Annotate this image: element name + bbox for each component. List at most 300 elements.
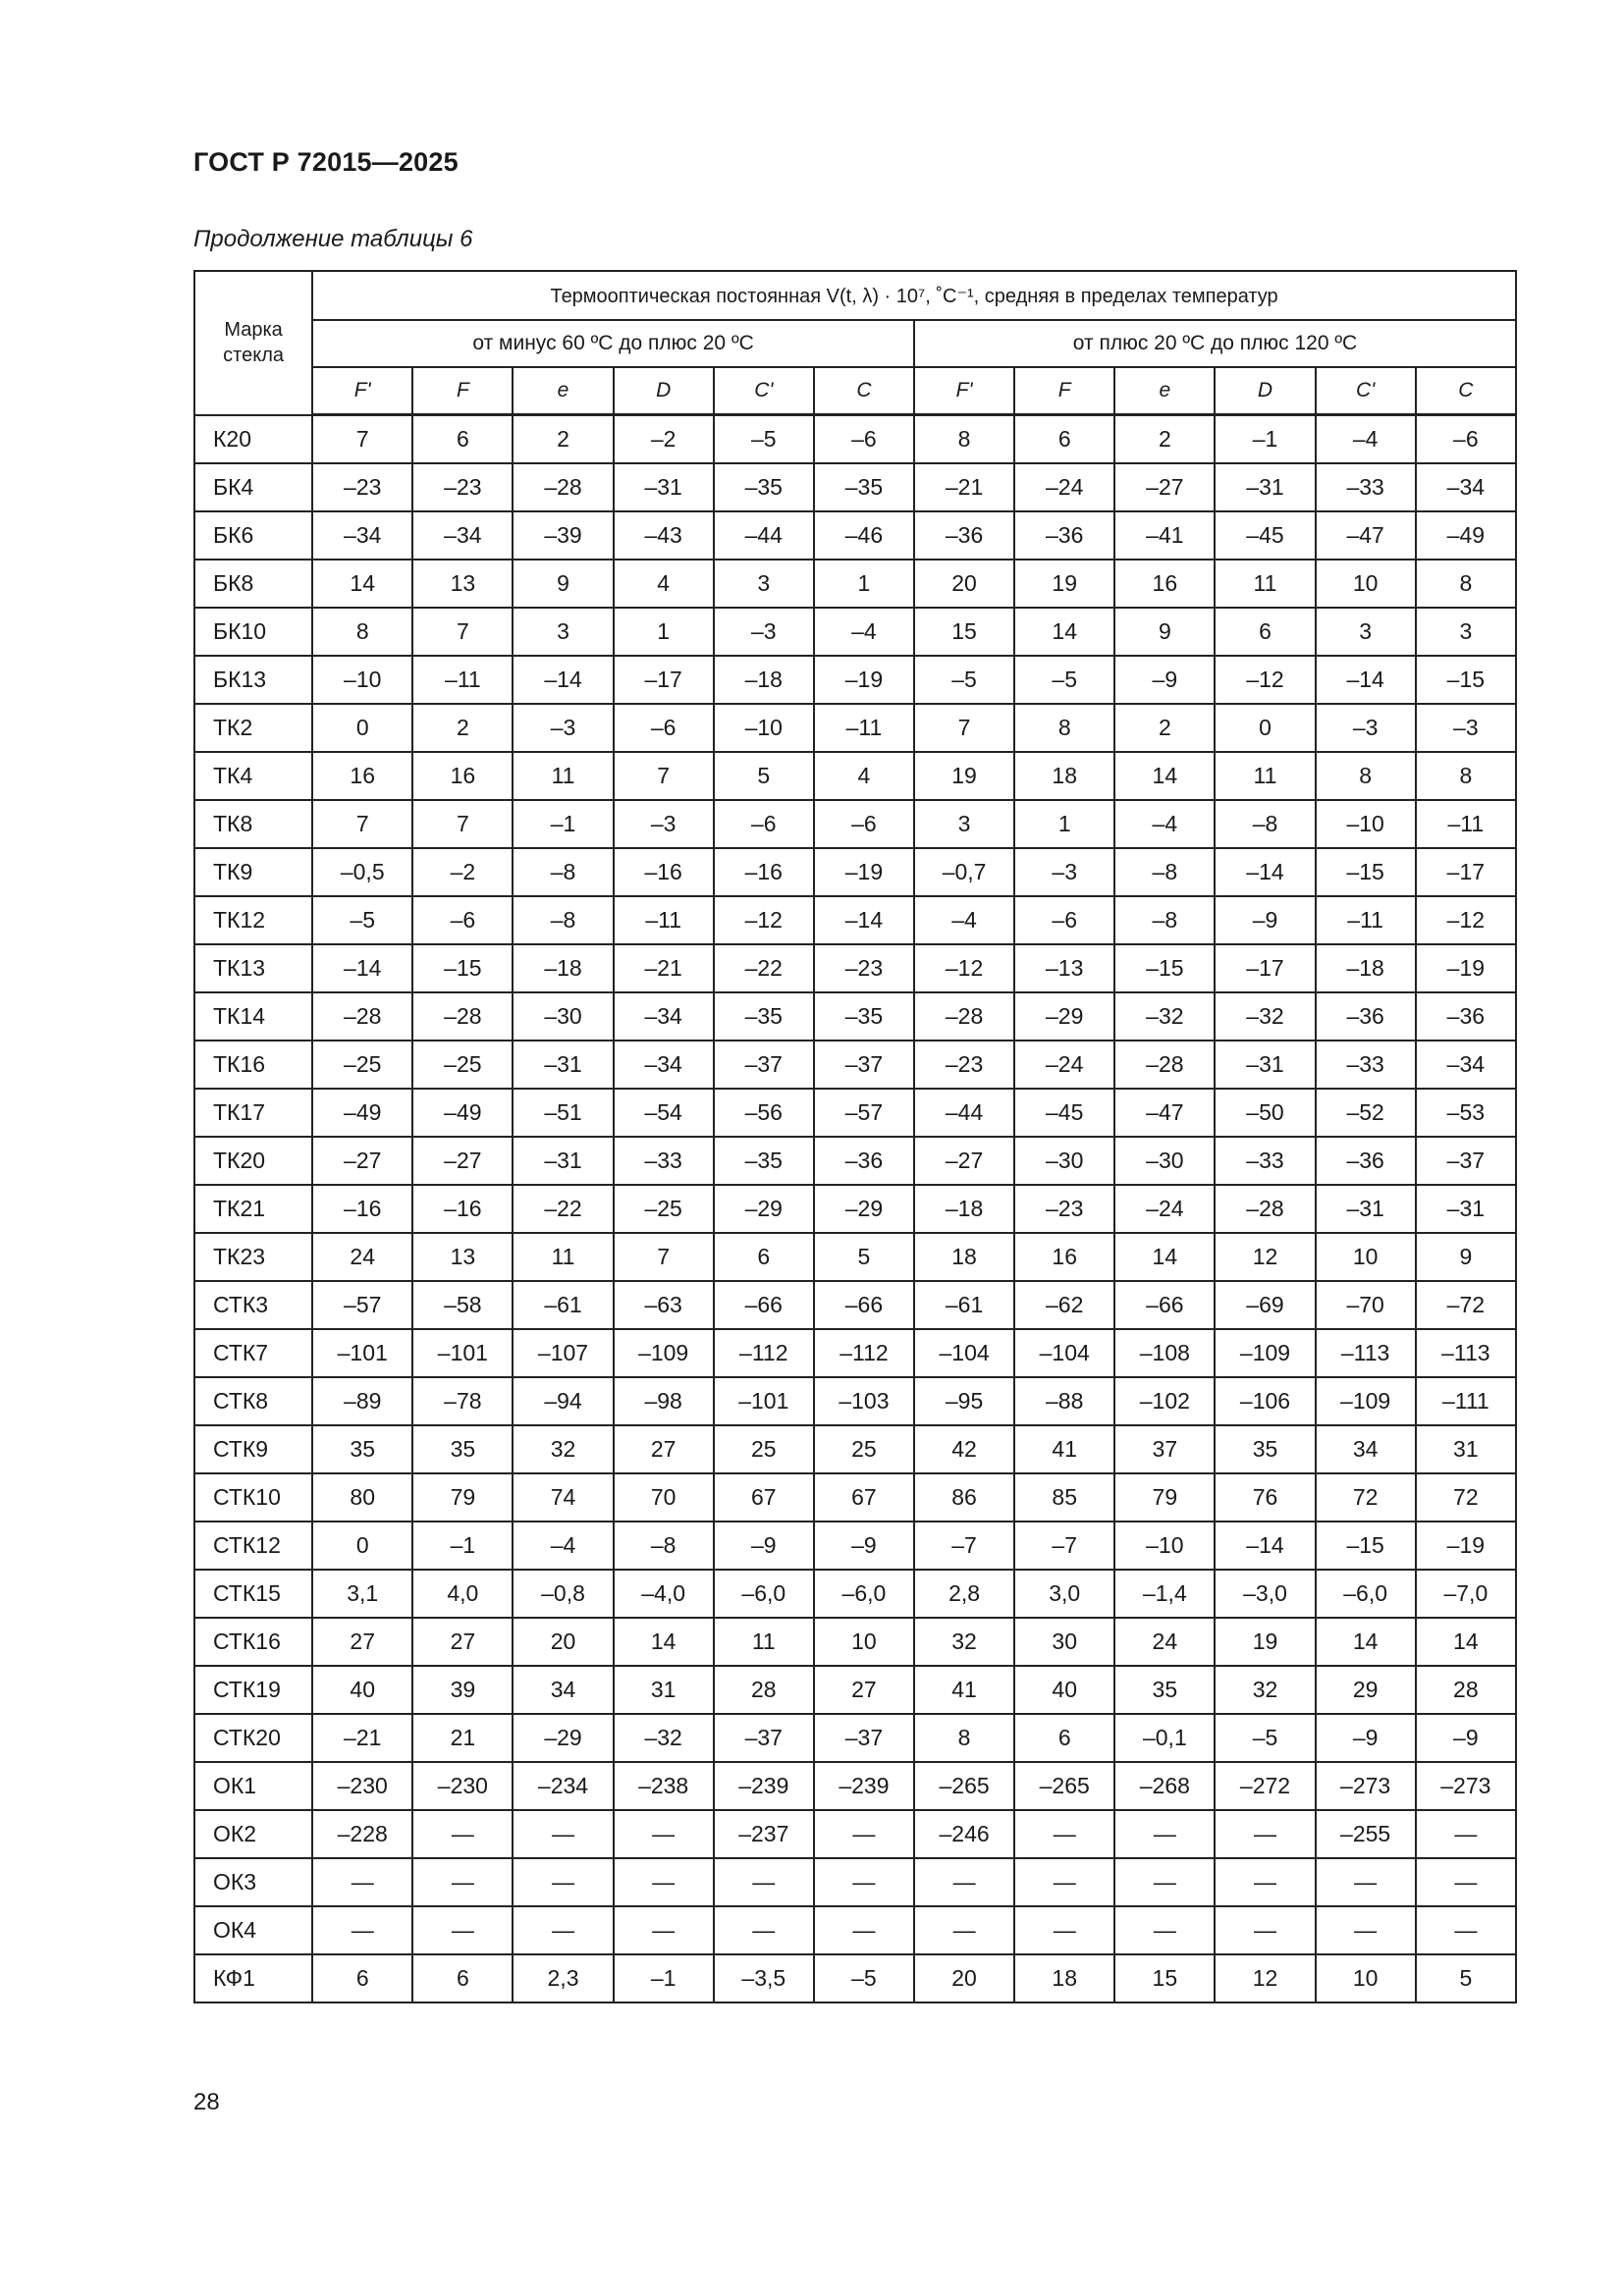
value-cell: 40 — [312, 1666, 412, 1714]
value-cell: 74 — [513, 1473, 613, 1522]
line-header-cell: F — [1014, 367, 1114, 415]
value-cell: 15 — [1114, 1954, 1215, 2002]
value-cell: –7 — [914, 1522, 1014, 1570]
value-cell: –89 — [312, 1377, 412, 1425]
value-cell: 86 — [914, 1473, 1014, 1522]
value-cell: — — [1416, 1858, 1516, 1906]
value-cell: 1 — [614, 608, 714, 656]
value-cell: 28 — [714, 1666, 814, 1714]
value-cell: 19 — [914, 752, 1014, 800]
value-cell: –28 — [1215, 1185, 1315, 1233]
value-cell: –4 — [1114, 800, 1215, 848]
value-cell: –103 — [814, 1377, 914, 1425]
value-cell: –56 — [714, 1089, 814, 1137]
value-cell: 6 — [1014, 415, 1114, 464]
table-row — [194, 896, 1516, 944]
value-cell: –28 — [1114, 1041, 1215, 1089]
value-cell: 79 — [412, 1473, 513, 1522]
value-cell: — — [614, 1906, 714, 1954]
value-cell: 14 — [1114, 1233, 1215, 1281]
value-cell: –31 — [1316, 1185, 1416, 1233]
value-cell: 7 — [614, 1233, 714, 1281]
value-cell: — — [814, 1858, 914, 1906]
value-cell: 2 — [1114, 415, 1215, 464]
value-cell: 2 — [513, 415, 613, 464]
value-cell: — — [1114, 1810, 1215, 1858]
value-cell: 72 — [1316, 1473, 1416, 1522]
value-cell: 20 — [914, 1954, 1014, 2002]
value-cell: 2 — [412, 704, 513, 752]
table-row — [194, 848, 1516, 896]
value-cell: –31 — [1416, 1185, 1516, 1233]
value-cell: 10 — [1316, 560, 1416, 608]
value-cell: –6 — [412, 896, 513, 944]
glass-brand-cell: СТК19 — [194, 1666, 312, 1714]
value-cell: –8 — [513, 896, 613, 944]
table-row — [194, 1233, 1516, 1281]
glass-brand-cell: ТК4 — [194, 752, 312, 800]
value-cell: 14 — [1316, 1618, 1416, 1666]
value-cell: –9 — [814, 1522, 914, 1570]
glass-brand-cell: ТК13 — [194, 944, 312, 992]
value-cell: –95 — [914, 1377, 1014, 1425]
value-cell: –31 — [513, 1137, 613, 1185]
value-cell: –239 — [814, 1762, 914, 1810]
value-cell: –25 — [614, 1185, 714, 1233]
value-cell: 16 — [1014, 1233, 1114, 1281]
value-cell: –272 — [1215, 1762, 1315, 1810]
value-cell: –36 — [1316, 992, 1416, 1041]
table-row — [194, 1089, 1516, 1137]
table-row — [194, 1762, 1516, 1810]
value-cell: — — [1014, 1858, 1114, 1906]
value-cell: 41 — [1014, 1425, 1114, 1473]
value-cell: — — [1416, 1906, 1516, 1954]
value-cell: –66 — [714, 1281, 814, 1329]
value-cell: –19 — [814, 656, 914, 704]
value-cell: — — [1114, 1906, 1215, 1954]
value-cell: –37 — [714, 1714, 814, 1762]
value-cell: 19 — [1215, 1618, 1315, 1666]
value-cell: –27 — [1114, 463, 1215, 511]
glass-brand-cell: КФ1 — [194, 1954, 312, 2002]
value-cell: 8 — [1316, 752, 1416, 800]
value-cell: –112 — [814, 1329, 914, 1377]
value-cell: –36 — [1316, 1137, 1416, 1185]
value-cell: 4 — [814, 752, 914, 800]
value-cell: –2 — [614, 415, 714, 464]
value-cell: 11 — [1215, 752, 1315, 800]
value-cell: –23 — [914, 1041, 1014, 1089]
table-row — [194, 656, 1516, 704]
value-cell: –265 — [1014, 1762, 1114, 1810]
value-cell: 7 — [914, 704, 1014, 752]
value-cell: 5 — [1416, 1954, 1516, 2002]
value-cell: –41 — [1114, 511, 1215, 560]
value-cell: –5 — [1215, 1714, 1315, 1762]
value-cell: –3 — [1416, 704, 1516, 752]
value-cell: –238 — [614, 1762, 714, 1810]
value-cell: –28 — [412, 992, 513, 1041]
value-cell: –39 — [513, 511, 613, 560]
value-cell: –98 — [614, 1377, 714, 1425]
line-header-cell: F' — [914, 367, 1014, 415]
value-cell: –22 — [714, 944, 814, 992]
value-cell: 15 — [914, 608, 1014, 656]
line-header-cell: D — [614, 367, 714, 415]
value-cell: — — [1215, 1810, 1315, 1858]
table-row — [194, 992, 1516, 1041]
table-row — [194, 1185, 1516, 1233]
value-cell: 1 — [1014, 800, 1114, 848]
value-cell: 80 — [312, 1473, 412, 1522]
value-cell: 18 — [1014, 752, 1114, 800]
value-cell: — — [1215, 1858, 1315, 1906]
value-cell: 31 — [1416, 1425, 1516, 1473]
value-cell: –6 — [614, 704, 714, 752]
value-cell: — — [312, 1858, 412, 1906]
value-cell: –109 — [1215, 1329, 1315, 1377]
value-cell: –31 — [614, 463, 714, 511]
value-cell: –6 — [814, 800, 914, 848]
value-cell: 3,1 — [312, 1570, 412, 1618]
glass-brand-cell: ТК2 — [194, 704, 312, 752]
value-cell: 11 — [513, 1233, 613, 1281]
value-cell: –108 — [1114, 1329, 1215, 1377]
brand-column-header: Марка стекла — [194, 271, 312, 415]
value-cell: 6 — [1215, 608, 1315, 656]
table-row — [194, 608, 1516, 656]
value-cell: –45 — [1215, 511, 1315, 560]
table-row — [194, 752, 1516, 800]
value-cell: –14 — [1316, 656, 1416, 704]
value-cell: –102 — [1114, 1377, 1215, 1425]
value-cell: –24 — [1014, 1041, 1114, 1089]
value-cell: –15 — [1316, 848, 1416, 896]
value-cell: –32 — [1215, 992, 1315, 1041]
value-cell: 10 — [814, 1618, 914, 1666]
value-cell: –29 — [1014, 992, 1114, 1041]
value-cell: –25 — [412, 1041, 513, 1089]
value-cell: 20 — [914, 560, 1014, 608]
value-cell: — — [1316, 1906, 1416, 1954]
glass-brand-cell: ТК21 — [194, 1185, 312, 1233]
value-cell: –19 — [1416, 1522, 1516, 1570]
page-number: 28 — [193, 2089, 220, 2115]
glass-brand-cell: БК13 — [194, 656, 312, 704]
value-cell: –15 — [1416, 656, 1516, 704]
value-cell: –27 — [412, 1137, 513, 1185]
value-cell: 8 — [914, 415, 1014, 464]
value-cell: 34 — [1316, 1425, 1416, 1473]
table-row — [194, 1618, 1516, 1666]
value-cell: –14 — [1215, 848, 1315, 896]
value-cell: –9 — [714, 1522, 814, 1570]
value-cell: 1 — [814, 560, 914, 608]
value-cell: –14 — [513, 656, 613, 704]
value-cell: –228 — [312, 1810, 412, 1858]
glass-brand-cell: БК10 — [194, 608, 312, 656]
value-cell: –16 — [312, 1185, 412, 1233]
value-cell: –28 — [312, 992, 412, 1041]
value-cell: 14 — [1114, 752, 1215, 800]
value-cell: 7 — [412, 800, 513, 848]
value-cell: –9 — [1416, 1714, 1516, 1762]
value-cell: –34 — [614, 992, 714, 1041]
value-cell: 5 — [814, 1233, 914, 1281]
value-cell: 0 — [1215, 704, 1315, 752]
value-cell: –45 — [1014, 1089, 1114, 1137]
value-cell: –230 — [312, 1762, 412, 1810]
value-cell: 4,0 — [412, 1570, 513, 1618]
value-cell: 7 — [312, 800, 412, 848]
value-cell: –3 — [714, 608, 814, 656]
value-cell: –101 — [312, 1329, 412, 1377]
main-column-header: Термооптическая постоянная V(t, λ) · 10⁷, ˚C⁻¹, средняя в пределах температур — [312, 271, 1516, 320]
value-cell: 8 — [1416, 752, 1516, 800]
value-cell: 3 — [914, 800, 1014, 848]
value-cell: –66 — [814, 1281, 914, 1329]
value-cell: –69 — [1215, 1281, 1315, 1329]
value-cell: –49 — [412, 1089, 513, 1137]
line-header-cell: D — [1215, 367, 1315, 415]
glass-brand-cell: ОК1 — [194, 1762, 312, 1810]
value-cell: –24 — [1014, 463, 1114, 511]
value-cell: –61 — [914, 1281, 1014, 1329]
value-cell: –18 — [714, 656, 814, 704]
value-cell: –8 — [1215, 800, 1315, 848]
value-cell: — — [412, 1858, 513, 1906]
value-cell: –27 — [312, 1137, 412, 1185]
value-cell: 19 — [1014, 560, 1114, 608]
value-cell: 32 — [914, 1618, 1014, 1666]
value-cell: –44 — [714, 511, 814, 560]
glass-brand-cell: ОК2 — [194, 1810, 312, 1858]
value-cell: –19 — [814, 848, 914, 896]
glass-brand-cell: ТК23 — [194, 1233, 312, 1281]
glass-brand-cell: СТК15 — [194, 1570, 312, 1618]
value-cell: –29 — [814, 1185, 914, 1233]
value-cell: –4,0 — [614, 1570, 714, 1618]
value-cell: –14 — [814, 896, 914, 944]
value-cell: –0,5 — [312, 848, 412, 896]
value-cell: –7,0 — [1416, 1570, 1516, 1618]
value-cell: –52 — [1316, 1089, 1416, 1137]
glass-brand-cell: ТК9 — [194, 848, 312, 896]
value-cell: 32 — [1215, 1666, 1315, 1714]
value-cell: –57 — [814, 1089, 914, 1137]
table-row — [194, 1425, 1516, 1473]
value-cell: –23 — [814, 944, 914, 992]
value-cell: –51 — [513, 1089, 613, 1137]
value-cell: 9 — [1416, 1233, 1516, 1281]
value-cell: 3 — [1416, 608, 1516, 656]
spectral-line-header-row — [194, 367, 1516, 415]
value-cell: –31 — [1215, 463, 1315, 511]
value-cell: –265 — [914, 1762, 1014, 1810]
value-cell: –6 — [1014, 896, 1114, 944]
value-cell: –34 — [412, 511, 513, 560]
table-row — [194, 1522, 1516, 1570]
value-cell: –35 — [714, 1137, 814, 1185]
value-cell: –101 — [714, 1377, 814, 1425]
value-cell: –17 — [1416, 848, 1516, 896]
value-cell: –4 — [914, 896, 1014, 944]
value-cell: –16 — [614, 848, 714, 896]
value-cell: –34 — [312, 511, 412, 560]
value-cell: 7 — [614, 752, 714, 800]
value-cell: –5 — [714, 415, 814, 464]
value-cell: –70 — [1316, 1281, 1416, 1329]
glass-brand-cell: СТК12 — [194, 1522, 312, 1570]
value-cell: 11 — [513, 752, 613, 800]
value-cell: –10 — [1316, 800, 1416, 848]
value-cell: –7 — [1014, 1522, 1114, 1570]
value-cell: –12 — [1416, 896, 1516, 944]
value-cell: –4 — [1316, 415, 1416, 464]
value-cell: –12 — [714, 896, 814, 944]
value-cell: 42 — [914, 1425, 1014, 1473]
value-cell: –255 — [1316, 1810, 1416, 1858]
value-cell: 6 — [412, 415, 513, 464]
value-cell: — — [914, 1858, 1014, 1906]
value-cell: –0,7 — [914, 848, 1014, 896]
value-cell: — — [1014, 1906, 1114, 1954]
value-cell: –1 — [1215, 415, 1315, 464]
value-cell: –72 — [1416, 1281, 1516, 1329]
value-cell: 18 — [914, 1233, 1014, 1281]
value-cell: –33 — [1215, 1137, 1315, 1185]
value-cell: 40 — [1014, 1666, 1114, 1714]
line-header-cell: e — [513, 367, 613, 415]
value-cell: –113 — [1416, 1329, 1516, 1377]
value-cell: –246 — [914, 1810, 1014, 1858]
table-row — [194, 560, 1516, 608]
value-cell: –29 — [714, 1185, 814, 1233]
value-cell: 9 — [1114, 608, 1215, 656]
value-cell: 27 — [614, 1425, 714, 1473]
value-cell: –1,4 — [1114, 1570, 1215, 1618]
value-cell: –66 — [1114, 1281, 1215, 1329]
value-cell: –37 — [814, 1041, 914, 1089]
value-cell: — — [914, 1906, 1014, 1954]
value-cell: 11 — [1215, 560, 1315, 608]
value-cell: –104 — [914, 1329, 1014, 1377]
value-cell: –29 — [513, 1714, 613, 1762]
value-cell: –37 — [814, 1714, 914, 1762]
value-cell: 8 — [312, 608, 412, 656]
value-cell: 2 — [1114, 704, 1215, 752]
value-cell: –47 — [1114, 1089, 1215, 1137]
line-header-cell: e — [1114, 367, 1215, 415]
value-cell: –46 — [814, 511, 914, 560]
value-cell: 14 — [312, 560, 412, 608]
value-cell: –273 — [1316, 1762, 1416, 1810]
value-cell: 16 — [412, 752, 513, 800]
value-cell: — — [1014, 1810, 1114, 1858]
value-cell: 6 — [312, 1954, 412, 2002]
value-cell: –35 — [714, 463, 814, 511]
table-row — [194, 1377, 1516, 1425]
value-cell: –230 — [412, 1762, 513, 1810]
value-cell: –58 — [412, 1281, 513, 1329]
value-cell: — — [1114, 1858, 1215, 1906]
value-cell: –35 — [814, 463, 914, 511]
value-cell: 6 — [1014, 1714, 1114, 1762]
value-cell: — — [412, 1810, 513, 1858]
value-cell: –4 — [814, 608, 914, 656]
value-cell: –44 — [914, 1089, 1014, 1137]
value-cell: –112 — [714, 1329, 814, 1377]
value-cell: –63 — [614, 1281, 714, 1329]
glass-brand-cell: БК4 — [194, 463, 312, 511]
value-cell: 35 — [312, 1425, 412, 1473]
value-cell: –15 — [412, 944, 513, 992]
table-row — [194, 1281, 1516, 1329]
value-cell: –6 — [714, 800, 814, 848]
value-cell: 70 — [614, 1473, 714, 1522]
value-cell: –15 — [1316, 1522, 1416, 1570]
value-cell: 3,0 — [1014, 1570, 1114, 1618]
value-cell: 8 — [1416, 560, 1516, 608]
value-cell: –14 — [1215, 1522, 1315, 1570]
value-cell: 2,3 — [513, 1954, 613, 2002]
value-cell: –36 — [814, 1137, 914, 1185]
value-cell: –2 — [412, 848, 513, 896]
value-cell: –1 — [412, 1522, 513, 1570]
table-row — [194, 1329, 1516, 1377]
value-cell: — — [814, 1906, 914, 1954]
table-row — [194, 1954, 1516, 2002]
value-cell: 3 — [513, 608, 613, 656]
value-cell: –37 — [1416, 1137, 1516, 1185]
value-cell: –3 — [1014, 848, 1114, 896]
value-cell: — — [513, 1810, 613, 1858]
value-cell: –43 — [614, 511, 714, 560]
value-cell: –36 — [914, 511, 1014, 560]
value-cell: 12 — [1215, 1233, 1315, 1281]
value-cell: –94 — [513, 1377, 613, 1425]
value-cell: –35 — [814, 992, 914, 1041]
value-cell: 20 — [513, 1618, 613, 1666]
value-cell: –10 — [312, 656, 412, 704]
value-cell: –24 — [1114, 1185, 1215, 1233]
value-cell: –3 — [614, 800, 714, 848]
value-cell: 41 — [914, 1666, 1014, 1714]
value-cell: — — [513, 1858, 613, 1906]
value-cell: 14 — [1416, 1618, 1516, 1666]
table-row — [194, 1714, 1516, 1762]
value-cell: 14 — [1014, 608, 1114, 656]
value-cell: –13 — [1014, 944, 1114, 992]
line-header-cell: C' — [714, 367, 814, 415]
value-cell: — — [714, 1858, 814, 1906]
glass-brand-cell: ОК3 — [194, 1858, 312, 1906]
glass-brand-cell: СТК16 — [194, 1618, 312, 1666]
table-row — [194, 1858, 1516, 1906]
value-cell: –6,0 — [1316, 1570, 1416, 1618]
value-cell: –33 — [1316, 1041, 1416, 1089]
value-cell: 25 — [814, 1425, 914, 1473]
value-cell: –5 — [1014, 656, 1114, 704]
value-cell: 27 — [412, 1618, 513, 1666]
value-cell: –32 — [614, 1714, 714, 1762]
table-row — [194, 800, 1516, 848]
glass-brand-cell: ТК17 — [194, 1089, 312, 1137]
range-header-high: от плюс 20 ºС до плюс 120 ºС — [914, 320, 1516, 367]
value-cell: –8 — [614, 1522, 714, 1570]
value-cell: 11 — [714, 1618, 814, 1666]
